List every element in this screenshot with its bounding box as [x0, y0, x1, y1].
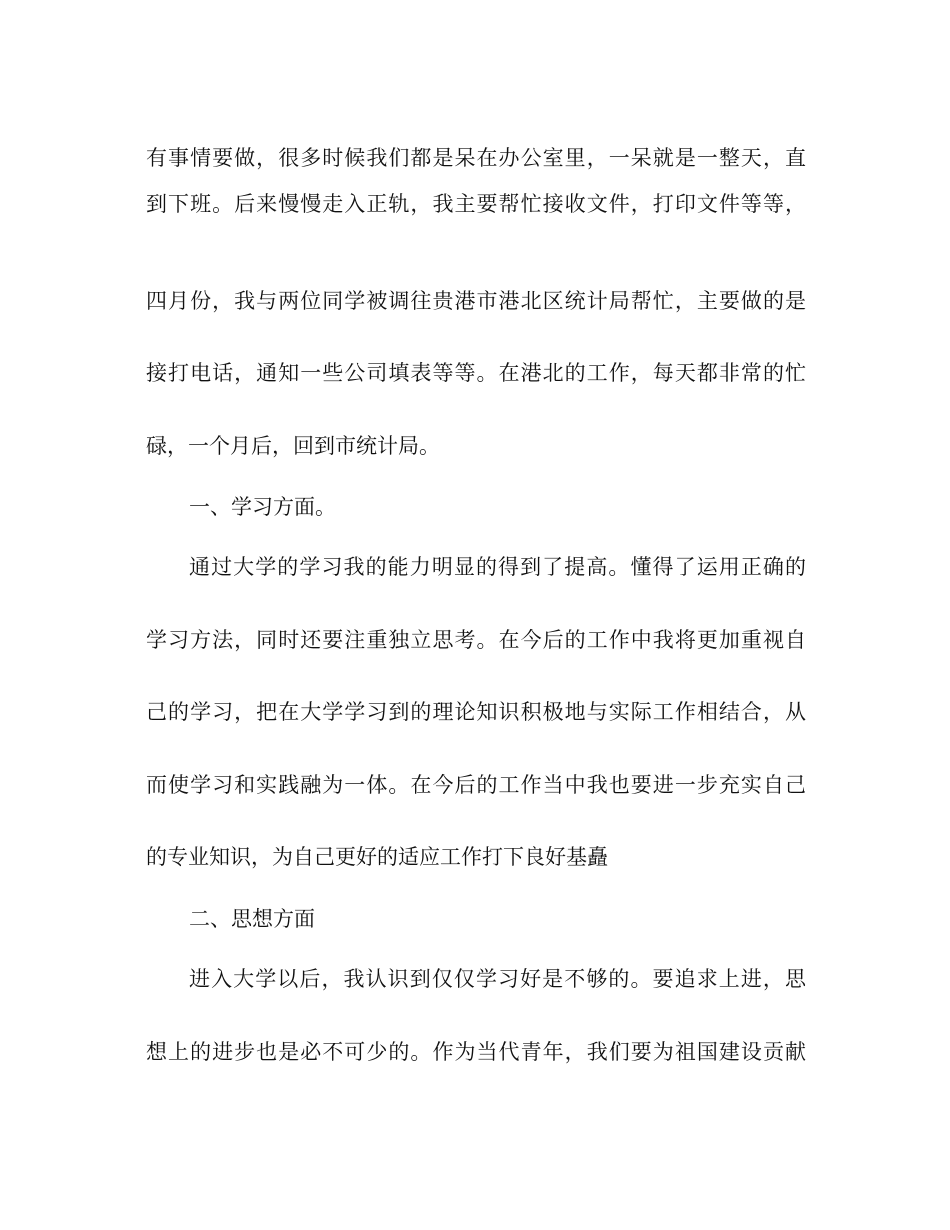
paragraph-line: 接打电话，通知一些公司填表等等。在港北的工作，每天都非常的忙 [146, 361, 806, 385]
paragraph-line: 碌，一个月后，回到市统计局。 [146, 434, 440, 458]
paragraph-line: 而使学习和实践融为一体。在今后的工作当中我也要进一步充实自己 [146, 773, 806, 797]
paragraph-line: 学习方法，同时还要注重独立思考。在今后的工作中我将更加重视自 [146, 628, 806, 652]
section-heading: 二、思想方面 [189, 907, 315, 931]
paragraph-line: 的专业知识，为自己更好的适应工作打下良好基矗 [146, 845, 608, 869]
paragraph-line: 进入大学以后，我认识到仅仅学习好是不够的。要追求上进，思 [189, 967, 806, 991]
paragraph-line: 己的学习，把在大学学习到的理论知识积极地与实际工作相结合，从 [146, 700, 806, 724]
section-heading: 一、学习方面。 [189, 495, 336, 519]
paragraph-line: 四月份，我与两位同学被调往贵港市港北区统计局帮忙，主要做的是 [146, 289, 806, 313]
paragraph-line: 有事情要做，很多时候我们都是呆在办公室里，一呆就是一整天，直 [146, 146, 806, 170]
paragraph-line: 通过大学的学习我的能力明显的得到了提高。懂得了运用正确的 [189, 555, 806, 579]
paragraph-line: 想上的进步也是必不可少的。作为当代青年，我们要为祖国建设贡献 [146, 1040, 806, 1064]
paragraph-line: 到下班。后来慢慢走入正轨，我主要帮忙接收文件，打印文件等等， [146, 192, 806, 216]
